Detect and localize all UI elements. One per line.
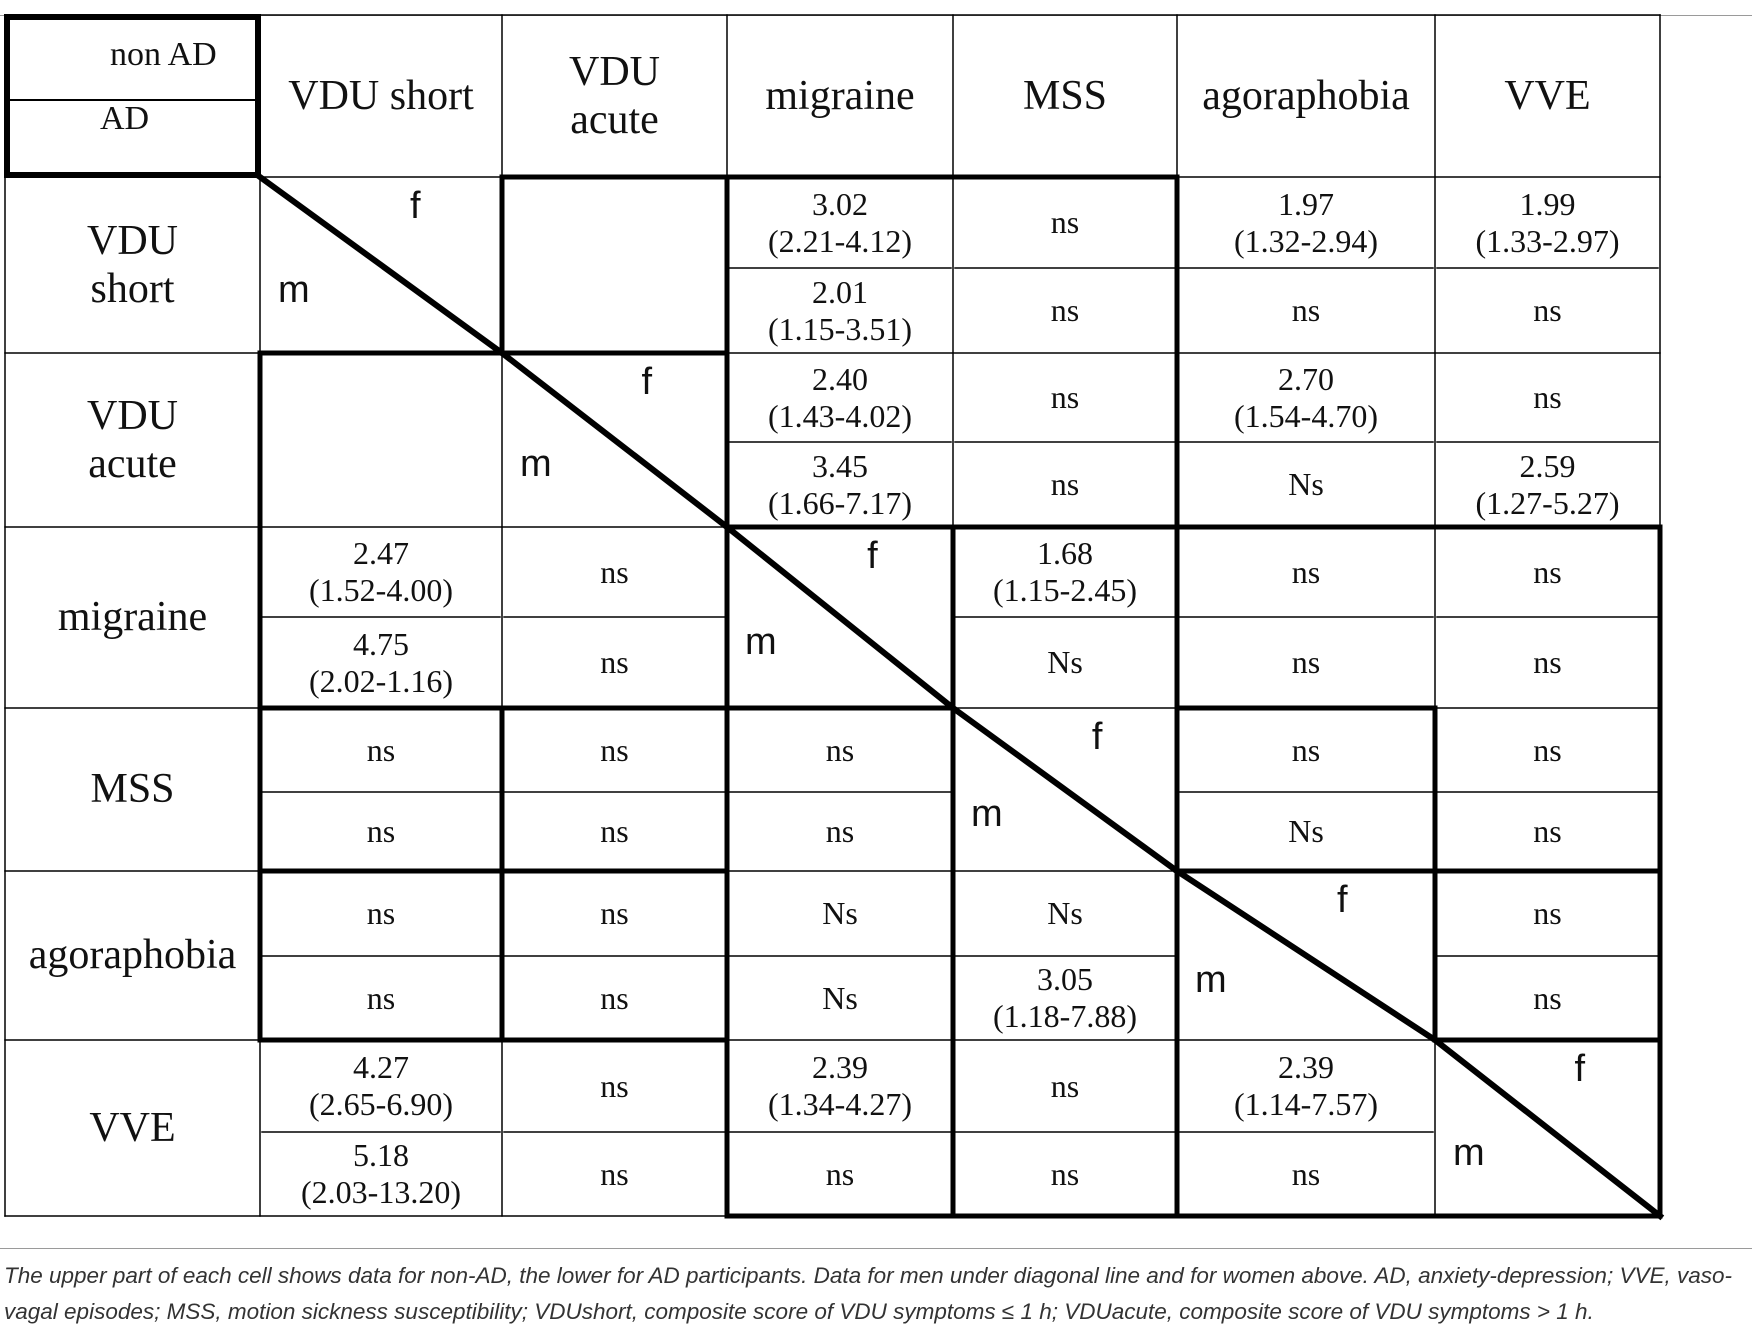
- male-label: m: [520, 443, 552, 486]
- row-header-3: MSS: [90, 766, 175, 813]
- cell-ad-r0-c2: 2.01 (1.15-3.51): [768, 273, 912, 347]
- table-caption: The upper part of each cell shows data for non-AD, the lower for AD participants. Data for men under diagonal line and for women above. AD, anxiety-depression; VVE, vaso-vagal episodes; MSS, motion sickness susceptibility; VDUshort, composite score of VDU symptoms ≤ 1 h; VDUacute, composite score of VDU symptoms > 1 h.: [4, 1263, 1732, 1324]
- column-header-0: VDU short: [288, 72, 474, 119]
- cell-nonad-r0-c5: 1.99 (1.33-2.97): [1475, 185, 1620, 259]
- cell-nonad-r3-c5: ns: [1533, 731, 1562, 768]
- group-border: [260, 353, 727, 1040]
- cell-ad-r3-c4: Ns: [1288, 813, 1324, 850]
- column-header-3: MSS: [1022, 72, 1108, 119]
- cell-ad-r2-c4: ns: [1291, 644, 1321, 681]
- female-label: f: [1336, 879, 1348, 921]
- female-label: f: [1091, 716, 1103, 758]
- cell-ad-r1-c4: Ns: [1288, 466, 1324, 503]
- diagonal-line: [1435, 1040, 1660, 1216]
- cell-ad-r1-c5: 2.59 (1.27-5.27): [1475, 447, 1620, 521]
- row-header-1: VDU acute: [87, 392, 178, 487]
- cell-nonad-r5-c3: ns: [1050, 1067, 1080, 1104]
- female-label: f: [867, 535, 878, 577]
- cell-nonad-r5-c4: 2.39 (1.14-7.57): [1234, 1049, 1378, 1122]
- cell-nonad-r5-c1: ns: [600, 1067, 629, 1104]
- row-header-0: VDU short: [87, 217, 178, 312]
- cell-nonad-r3-c0: ns: [366, 731, 396, 768]
- row-header-5: VVE: [89, 1104, 176, 1151]
- cell-nonad-r3-c2: ns: [825, 731, 855, 768]
- cell-ad-r4-c3: 3.05 (1.18-7.88): [993, 961, 1137, 1034]
- caption-rule: [0, 1248, 1752, 1249]
- male-label: m: [278, 268, 310, 311]
- cell-nonad-r3-c1: ns: [600, 731, 629, 768]
- female-label: f: [1574, 1048, 1586, 1090]
- cell-nonad-r3-c4: ns: [1291, 731, 1321, 768]
- corner-lower-label: AD: [100, 100, 150, 137]
- cell-ad-r0-c4: ns: [1291, 292, 1321, 329]
- male-label: m: [745, 621, 777, 664]
- cell-nonad-r4-c3: Ns: [1047, 895, 1083, 932]
- cell-nonad-r0-c3: ns: [1050, 204, 1080, 241]
- column-header-1: VDU acute: [569, 48, 660, 143]
- male-label: m: [1195, 958, 1227, 1001]
- cell-nonad-r1-c5: ns: [1533, 379, 1562, 416]
- cell-ad-r2-c5: ns: [1533, 644, 1562, 681]
- cell-ad-r4-c1: ns: [600, 979, 629, 1016]
- cell-ad-r2-c1: ns: [600, 644, 629, 681]
- male-label: m: [1453, 1131, 1485, 1174]
- cell-nonad-r5-c2: 2.39 (1.34-4.27): [768, 1049, 912, 1122]
- cell-nonad-r2-c5: ns: [1533, 553, 1562, 590]
- cell-nonad-r2-c3: 1.68 (1.15-2.45): [993, 535, 1137, 608]
- cell-ad-r5-c2: ns: [825, 1155, 855, 1192]
- diagonal-line: [260, 177, 502, 353]
- cell-nonad-r5-c0: 4.27 (2.65-6.90): [309, 1049, 453, 1122]
- cell-nonad-r2-c1: ns: [600, 553, 629, 590]
- cell-ad-r4-c5: ns: [1533, 979, 1562, 1016]
- cell-ad-r3-c1: ns: [600, 813, 629, 850]
- cell-nonad-r4-c0: ns: [366, 895, 396, 932]
- female-label: f: [410, 185, 421, 227]
- cell-ad-r5-c0: 5.18 (2.03-13.20): [301, 1137, 461, 1210]
- female-label: f: [641, 361, 653, 403]
- cell-ad-r4-c0: ns: [366, 979, 396, 1016]
- cell-nonad-r2-c0: 2.47 (1.52-4.00): [309, 535, 453, 608]
- cell-nonad-r0-c2: 3.02 (2.21-4.12): [768, 185, 912, 259]
- group-border: [1177, 708, 1435, 871]
- group-border: [260, 708, 727, 871]
- cell-ad-r2-c3: Ns: [1047, 644, 1083, 681]
- cell-ad-r1-c3: ns: [1050, 466, 1080, 503]
- column-header-2: migraine: [765, 72, 915, 119]
- corner-box: [7, 17, 258, 175]
- cell-ad-r5-c4: ns: [1291, 1155, 1321, 1192]
- cell-ad-r5-c1: ns: [600, 1155, 629, 1192]
- cell-nonad-r0-c4: 1.97 (1.32-2.94): [1234, 185, 1378, 259]
- group-border: [502, 708, 727, 1040]
- diagonal-line: [953, 708, 1177, 871]
- cell-ad-r3-c5: ns: [1533, 813, 1562, 850]
- cell-nonad-r1-c3: ns: [1050, 379, 1080, 416]
- cell-nonad-r4-c1: ns: [600, 895, 629, 932]
- cell-nonad-r1-c4: 2.70 (1.54-4.70): [1234, 360, 1378, 434]
- column-header-4: agoraphobia: [1202, 72, 1410, 119]
- column-header-5: VVE: [1504, 72, 1591, 119]
- cell-nonad-r1-c2: 2.40 (1.43-4.02): [768, 360, 912, 434]
- cell-ad-r3-c0: ns: [366, 813, 396, 850]
- cell-ad-r3-c2: ns: [825, 813, 855, 850]
- cell-ad-r5-c3: ns: [1050, 1155, 1080, 1192]
- diagonal-line: [502, 353, 727, 527]
- row-header-2: migraine: [57, 594, 208, 641]
- group-border: [502, 177, 727, 353]
- cell-ad-r0-c5: ns: [1533, 292, 1562, 329]
- diagonal-line: [1177, 871, 1435, 1040]
- male-label: m: [971, 792, 1003, 835]
- diagonal-line: [727, 527, 953, 708]
- cell-ad-r0-c3: ns: [1050, 292, 1080, 329]
- row-header-4: agoraphobia: [28, 932, 237, 979]
- cell-nonad-r2-c4: ns: [1291, 553, 1321, 590]
- cell-nonad-r4-c5: ns: [1533, 895, 1562, 932]
- cell-ad-r4-c2: Ns: [822, 979, 858, 1016]
- corner-upper-label: non AD: [110, 36, 217, 73]
- cell-ad-r2-c0: 4.75 (2.02-1.16): [309, 625, 453, 699]
- cell-ad-r1-c2: 3.45 (1.66-7.17): [768, 447, 912, 521]
- cell-nonad-r4-c2: Ns: [822, 895, 858, 932]
